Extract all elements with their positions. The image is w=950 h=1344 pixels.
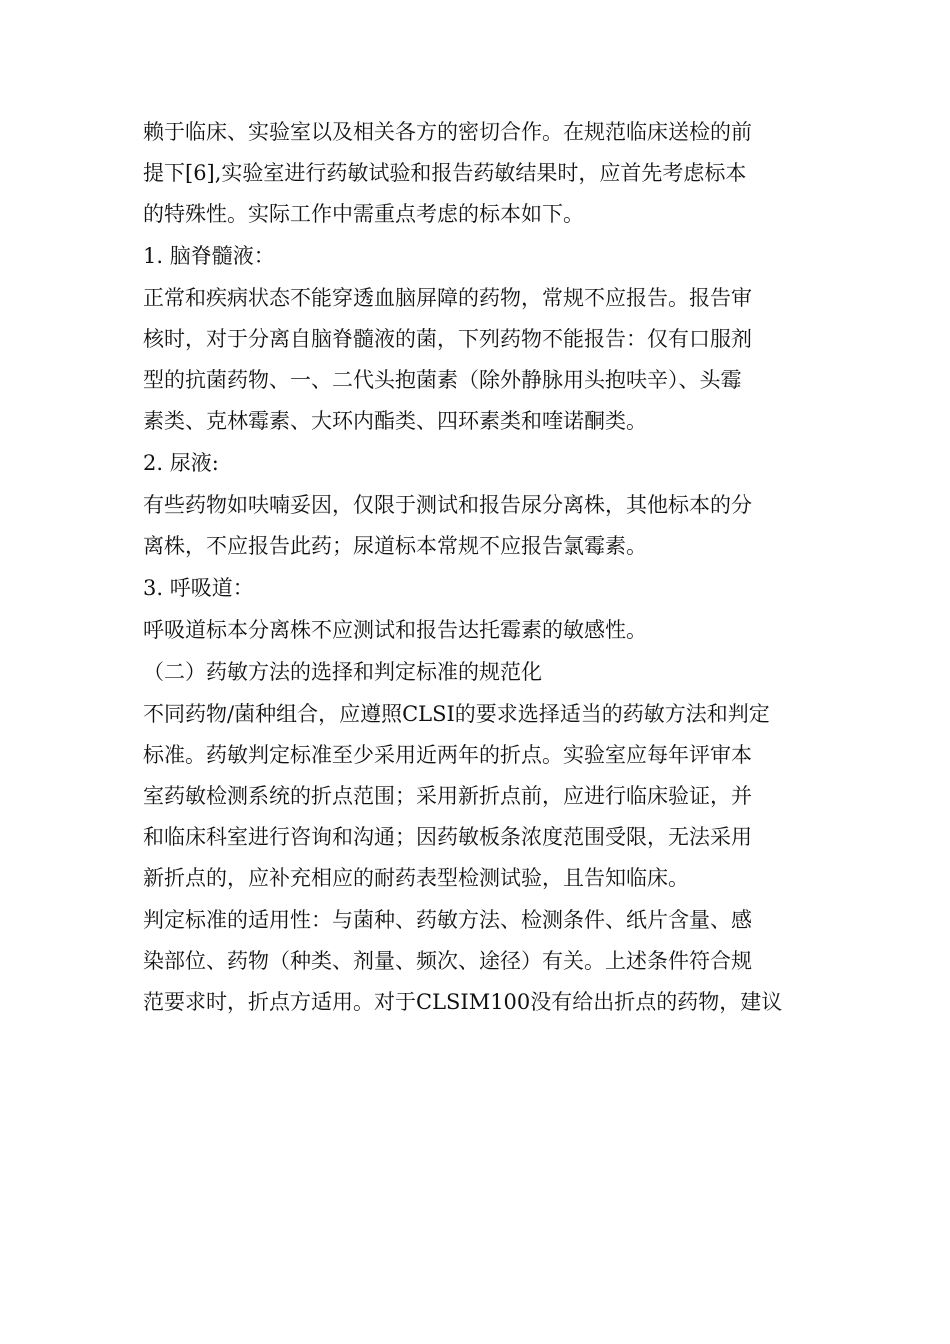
- text-line: 赖于临床、实验室以及相关各方的密切合作。在规范临床送检的前: [143, 120, 752, 144]
- text-line: 提下[6],实验室进行药敏试验和报告药敏结果时，应首先考虑标本: [143, 161, 747, 185]
- text-line: 型的抗菌药物、一、二代头抱菌素（除外静脉用头抱呋辛）、头霉: [143, 368, 742, 392]
- text-line: 素类、克林霉素、大环内酯类、四环素类和喹诺酮类。: [143, 409, 647, 433]
- text-line: 有些药物如呋喃妥因，仅限于测试和报告尿分离株，其他标本的分: [143, 493, 752, 517]
- text-line: 正常和疾病状态不能穿透血脑屏障的药物，常规不应报告。报告审: [143, 286, 752, 310]
- intro-paragraph: [143, 118, 811, 228]
- urine-paragraph: [143, 491, 811, 560]
- text-line: 核时，对于分离自脑脊髓液的菌，下列药物不能报告：仅有口服剂: [143, 327, 752, 351]
- csf-paragraph: [143, 284, 811, 435]
- document-page: [143, 118, 811, 1016]
- text-line: 标准。药敏判定标准至少采用近两年的折点。实验室应每年评审本: [143, 743, 752, 767]
- text-line: 不同药物/菌种组合，应遵照CLSI的要求选择适当的药敏方法和判定: [143, 702, 770, 726]
- section-heading-respiratory: 3. 呼吸道：: [143, 576, 254, 600]
- method-paragraph: [143, 700, 811, 892]
- respiratory-paragraph: [143, 616, 811, 644]
- text-line: 新折点的，应补充相应的耐药表型检测试验，且告知临床。: [143, 866, 689, 890]
- text-line: 范要求时，折点方适用。对于CLSIM100没有给出折点的药物，建议: [143, 990, 783, 1014]
- text-line: 离株，不应报告此药；尿道标本常规不应报告氯霉素。: [143, 534, 647, 558]
- text-line: 呼吸道标本分离株不应测试和报告达托霉素的敏感性。: [143, 618, 647, 642]
- text-line: 和临床科室进行咨询和沟通；因药敏板条浓度范围受限，无法采用: [143, 825, 752, 849]
- text-line: 的特殊性。实际工作中需重点考虑的标本如下。: [143, 202, 584, 226]
- section-heading-csf: 1. 脑脊髓液：: [143, 244, 275, 268]
- text-line: 室药敏检测系统的折点范围；采用新折点前，应进行临床验证，并: [143, 784, 752, 808]
- text-line: 判定标准的适用性：与菌种、药敏方法、检测条件、纸片含量、感: [143, 908, 752, 932]
- text-line: 染部位、药物（种类、剂量、频次、途径）有关。上述条件符合规: [143, 949, 752, 973]
- part-heading-method-standardization: （二）药敏方法的选择和判定标准的规范化: [143, 660, 542, 684]
- applicability-paragraph: [143, 906, 811, 1016]
- section-heading-urine: 2. 尿液:: [143, 451, 219, 475]
